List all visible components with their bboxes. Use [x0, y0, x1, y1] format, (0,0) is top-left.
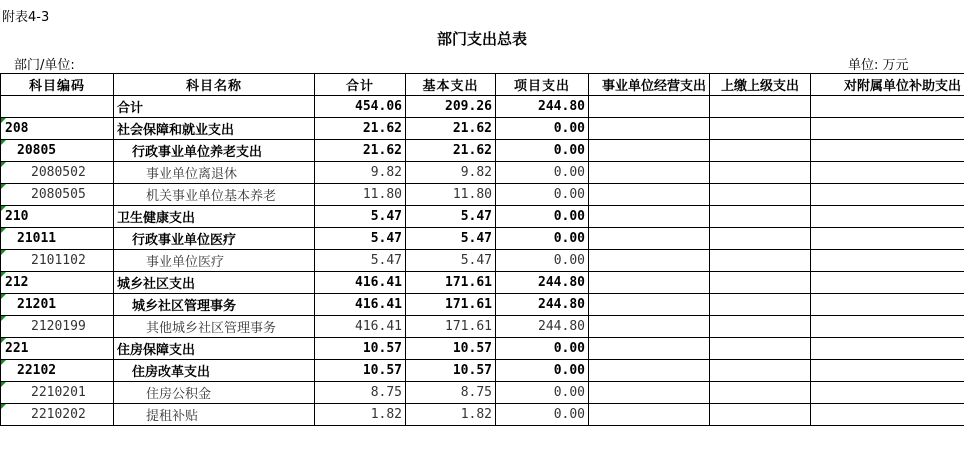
table-row [1, 338, 964, 360]
cell-code[interactable]: 2210202 [1, 404, 114, 426]
dept-label: 部门/单位: [14, 58, 75, 73]
cell-subsidy[interactable] [811, 162, 964, 184]
cell-total[interactable]: 5.47 [315, 206, 406, 228]
cell-code[interactable]: 21201 [1, 294, 114, 316]
cell-business[interactable] [589, 162, 710, 184]
cell-business[interactable] [589, 118, 710, 140]
cell-code[interactable]: 20805 [1, 140, 114, 162]
cell-upper[interactable] [710, 404, 811, 426]
cell-code[interactable]: 2101102 [1, 250, 114, 272]
table-row [1, 404, 964, 426]
cell-upper[interactable] [710, 184, 811, 206]
cell-code[interactable]: 2210201 [1, 382, 114, 404]
cell-subsidy[interactable] [811, 360, 964, 382]
cell-subsidy[interactable] [811, 140, 964, 162]
text-number-flag-icon [1, 338, 6, 343]
cell-business[interactable] [589, 360, 710, 382]
col-header-business[interactable] [589, 74, 710, 96]
cell-name[interactable]: 事业单位离退休 [114, 162, 315, 184]
cell-business[interactable] [589, 294, 710, 316]
cell-name[interactable]: 城乡社区管理事务 [114, 294, 315, 316]
cell-basic[interactable]: 1.82 [406, 404, 496, 426]
cell-upper[interactable] [710, 360, 811, 382]
text-number-flag-icon [1, 316, 6, 321]
table-row [1, 316, 964, 338]
cell-basic[interactable]: 21.62 [406, 118, 496, 140]
cell-total[interactable]: 8.75 [315, 382, 406, 404]
text-number-flag-icon [1, 184, 6, 189]
text-number-flag-icon [1, 228, 6, 233]
cell-subsidy[interactable] [811, 96, 964, 118]
cell-subsidy[interactable] [811, 206, 964, 228]
table-row [1, 228, 964, 250]
cell-name[interactable]: 卫生健康支出 [114, 206, 315, 228]
cell-subsidy[interactable] [811, 382, 964, 404]
cell-code[interactable]: 221 [1, 338, 114, 360]
text-number-flag-icon [1, 140, 6, 145]
cell-total[interactable]: 21.62 [315, 118, 406, 140]
cell-project[interactable]: 0.00 [496, 404, 589, 426]
col-header-subsidy-text: 对附属单位补助支出 [843, 79, 961, 94]
cell-project[interactable]: 0.00 [496, 360, 589, 382]
cell-name[interactable]: 合计 [114, 96, 315, 118]
cell-code[interactable] [1, 96, 114, 118]
table-row [1, 96, 964, 118]
expenditure-table [0, 73, 964, 426]
cell-basic[interactable]: 10.57 [406, 360, 496, 382]
table-row [1, 184, 964, 206]
text-number-flag-icon [1, 360, 6, 365]
col-header-project[interactable]: 项目支出 [496, 74, 589, 96]
cell-name[interactable]: 住房保障支出 [114, 338, 315, 360]
cell-code[interactable]: 2120199 [1, 316, 114, 338]
cell-code[interactable]: 22102 [1, 360, 114, 382]
cell-name[interactable]: 城乡社区支出 [114, 272, 315, 294]
cell-business[interactable] [589, 404, 710, 426]
cell-name[interactable]: 其他城乡社区管理事务 [114, 316, 315, 338]
cell-total[interactable]: 10.57 [315, 360, 406, 382]
cell-upper[interactable] [710, 228, 811, 250]
cell-code[interactable]: 208 [1, 118, 114, 140]
col-header-upper[interactable] [710, 74, 811, 96]
cell-total[interactable]: 416.41 [315, 294, 406, 316]
col-header-name[interactable]: 科目名称 [114, 74, 315, 96]
text-number-flag-icon [1, 250, 6, 255]
cell-project[interactable]: 244.80 [496, 294, 589, 316]
cell-total[interactable]: 1.82 [315, 404, 406, 426]
cell-total[interactable]: 5.47 [315, 228, 406, 250]
table-row [1, 294, 964, 316]
cell-business[interactable] [589, 140, 710, 162]
cell-upper[interactable] [710, 140, 811, 162]
cell-name[interactable]: 机关事业单位基本养老 [114, 184, 315, 206]
cell-subsidy[interactable] [811, 338, 964, 360]
cell-project[interactable]: 244.80 [496, 316, 589, 338]
page-title: 部门支出总表 [436, 30, 527, 48]
cell-total[interactable]: 454.06 [315, 96, 406, 118]
cell-upper[interactable] [710, 316, 811, 338]
header-row [1, 74, 964, 96]
cell-total[interactable]: 416.41 [315, 316, 406, 338]
cell-subsidy[interactable] [811, 228, 964, 250]
cell-business[interactable] [589, 250, 710, 272]
col-header-total[interactable]: 合计 [315, 74, 406, 96]
cell-upper[interactable] [710, 250, 811, 272]
cell-project[interactable]: 0.00 [496, 140, 589, 162]
cell-business[interactable] [589, 206, 710, 228]
cell-business[interactable] [589, 338, 710, 360]
cell-basic[interactable]: 171.61 [406, 272, 496, 294]
cell-business[interactable] [589, 382, 710, 404]
col-header-business-text: 事业单位经营支出 [601, 79, 706, 94]
cell-subsidy[interactable] [811, 316, 964, 338]
cell-upper[interactable] [710, 272, 811, 294]
cell-basic[interactable]: 209.26 [406, 96, 496, 118]
cell-project[interactable]: 0.00 [496, 184, 589, 206]
table-row [1, 272, 964, 294]
cell-name[interactable]: 事业单位医疗 [114, 250, 315, 272]
cell-basic[interactable]: 10.57 [406, 338, 496, 360]
cell-subsidy[interactable] [811, 294, 964, 316]
cell-upper[interactable] [710, 338, 811, 360]
cell-total[interactable]: 11.80 [315, 184, 406, 206]
cell-subsidy[interactable] [811, 272, 964, 294]
text-number-flag-icon [1, 294, 6, 299]
cell-subsidy[interactable] [811, 118, 964, 140]
cell-basic[interactable]: 5.47 [406, 206, 496, 228]
cell-project[interactable]: 0.00 [496, 338, 589, 360]
cell-name[interactable]: 行政事业单位医疗 [114, 228, 315, 250]
text-number-flag-icon [1, 404, 6, 409]
cell-code[interactable]: 2080502 [1, 162, 114, 184]
cell-total[interactable]: 5.47 [315, 250, 406, 272]
table-row [1, 382, 964, 404]
table-row [1, 118, 964, 140]
table-row [1, 140, 964, 162]
cell-business[interactable] [589, 272, 710, 294]
text-number-flag-icon [1, 162, 6, 167]
cell-code[interactable]: 2080505 [1, 184, 114, 206]
text-number-flag-icon [1, 382, 6, 387]
cell-project[interactable]: 0.00 [496, 162, 589, 184]
cell-name[interactable]: 提租补贴 [114, 404, 315, 426]
cell-project[interactable]: 244.80 [496, 96, 589, 118]
col-header-code[interactable]: 科目编码 [1, 74, 114, 96]
cell-name[interactable]: 住房改革支出 [114, 360, 315, 382]
col-header-basic[interactable]: 基本支出 [406, 74, 496, 96]
cell-basic[interactable]: 5.47 [406, 250, 496, 272]
cell-project[interactable]: 0.00 [496, 118, 589, 140]
cell-project[interactable]: 0.00 [496, 206, 589, 228]
cell-project[interactable]: 0.00 [496, 228, 589, 250]
unit-label: 单位: 万元 [848, 58, 909, 73]
table-row [1, 360, 964, 382]
cell-basic[interactable]: 11.80 [406, 184, 496, 206]
cell-total[interactable]: 21.62 [315, 140, 406, 162]
cell-code[interactable]: 210 [1, 206, 114, 228]
cell-subsidy[interactable] [811, 250, 964, 272]
col-header-subsidy[interactable] [811, 74, 964, 96]
text-number-flag-icon [1, 272, 6, 277]
cell-project[interactable]: 0.00 [496, 250, 589, 272]
cell-business[interactable] [589, 316, 710, 338]
cell-basic[interactable]: 9.82 [406, 162, 496, 184]
cell-total[interactable]: 10.57 [315, 338, 406, 360]
text-number-flag-icon [1, 118, 6, 123]
cell-code[interactable]: 212 [1, 272, 114, 294]
cell-upper[interactable] [710, 162, 811, 184]
cell-basic[interactable]: 5.47 [406, 228, 496, 250]
cell-basic[interactable]: 21.62 [406, 140, 496, 162]
cell-project[interactable]: 0.00 [496, 382, 589, 404]
cell-project[interactable]: 244.80 [496, 272, 589, 294]
sheet-label: 附表4-3 [2, 10, 50, 25]
cell-basic[interactable]: 171.61 [406, 294, 496, 316]
cell-total[interactable]: 9.82 [315, 162, 406, 184]
cell-business[interactable] [589, 184, 710, 206]
cell-business[interactable] [589, 228, 710, 250]
cell-name[interactable]: 住房公积金 [114, 382, 315, 404]
cell-subsidy[interactable] [811, 404, 964, 426]
cell-upper[interactable] [710, 294, 811, 316]
cell-business[interactable] [589, 96, 710, 118]
cell-basic[interactable]: 171.61 [406, 316, 496, 338]
cell-basic[interactable]: 8.75 [406, 382, 496, 404]
table-row [1, 250, 964, 272]
cell-name[interactable]: 社会保障和就业支出 [114, 118, 315, 140]
cell-upper[interactable] [710, 96, 811, 118]
col-header-upper-text: 上缴上级支出 [720, 79, 799, 94]
cell-subsidy[interactable] [811, 184, 964, 206]
cell-upper[interactable] [710, 206, 811, 228]
cell-name[interactable]: 行政事业单位养老支出 [114, 140, 315, 162]
cell-upper[interactable] [710, 118, 811, 140]
cell-upper[interactable] [710, 382, 811, 404]
table-row [1, 206, 964, 228]
text-number-flag-icon [1, 206, 6, 211]
cell-total[interactable]: 416.41 [315, 272, 406, 294]
table-row [1, 162, 964, 184]
cell-code[interactable]: 21011 [1, 228, 114, 250]
